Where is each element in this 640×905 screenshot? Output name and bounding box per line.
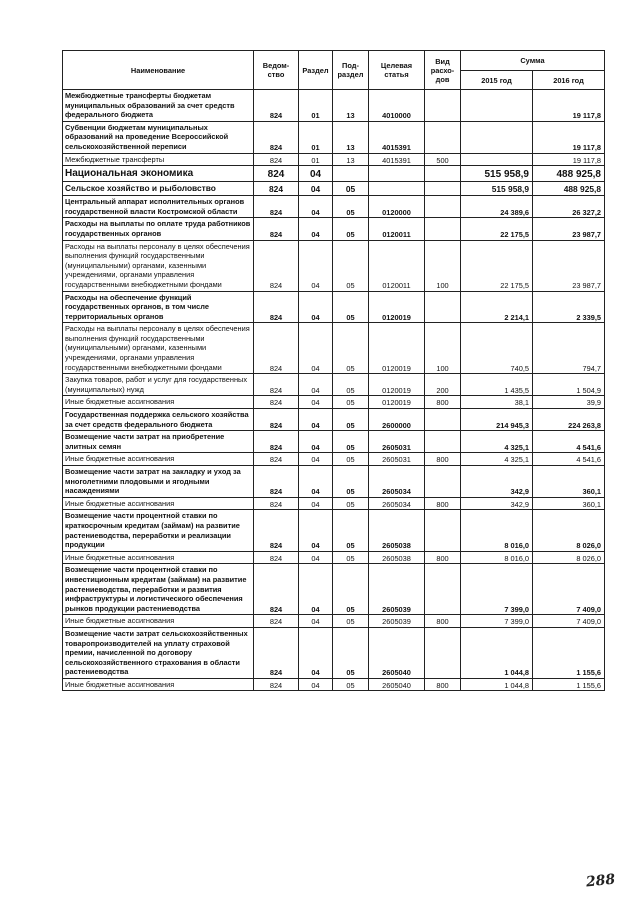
row-target [369, 182, 425, 196]
row-sum-2015: 24 389,6 [461, 196, 533, 218]
row-expense-type [425, 431, 461, 453]
col-header-2015: 2015 год [461, 71, 533, 90]
row-subsection: 05 [333, 564, 369, 615]
table-row [63, 627, 605, 678]
row-sum-2015 [461, 121, 533, 153]
row-sum-2016: 488 925,8 [533, 166, 605, 182]
row-sum-2015: 515 958,9 [461, 182, 533, 196]
row-department: 824 [254, 182, 299, 196]
col-header-section: Раздел [299, 51, 333, 90]
row-target: 2600000 [369, 409, 425, 431]
row-sum-2016: 4 541,6 [533, 431, 605, 453]
row-target [369, 166, 425, 182]
table-row [63, 153, 605, 166]
row-expense-type: 800 [425, 615, 461, 628]
row-sum-2015 [461, 153, 533, 166]
row-section: 04 [299, 196, 333, 218]
row-expense-type [425, 409, 461, 431]
row-section: 04 [299, 453, 333, 466]
row-subsection: 05 [333, 431, 369, 453]
row-sum-2016: 8 026,0 [533, 510, 605, 551]
row-expense-type [425, 218, 461, 240]
row-name: Возмещение части процентной ставки по краткосрочным кредитам (займам) на развитие растениеводства, переработки и реализации продукции [63, 510, 254, 551]
row-target: 4015391 [369, 153, 425, 166]
row-section: 01 [299, 153, 333, 166]
budget-table-body [63, 90, 605, 691]
row-sum-2015: 22 175,5 [461, 240, 533, 291]
row-sum-2015: 8 016,0 [461, 551, 533, 564]
row-sum-2016: 794,7 [533, 323, 605, 374]
col-header-target: Целевая статья [369, 51, 425, 90]
row-name: Межбюджетные трансферты [63, 153, 254, 166]
row-department: 824 [254, 396, 299, 409]
row-subsection: 05 [333, 196, 369, 218]
row-sum-2016: 19 117,8 [533, 90, 605, 122]
table-row [63, 121, 605, 153]
row-sum-2015: 1 435,5 [461, 374, 533, 396]
row-section: 04 [299, 564, 333, 615]
row-name: Субвенции бюджетам муниципальных образований на проведение Всероссийской сельскохозяйственной переписи [63, 121, 254, 153]
row-expense-type [425, 166, 461, 182]
row-target: 0120011 [369, 240, 425, 291]
table-row [63, 564, 605, 615]
row-section: 04 [299, 240, 333, 291]
row-section: 01 [299, 121, 333, 153]
row-name: Центральный аппарат исполнительных органов государственной власти Костромской области [63, 196, 254, 218]
row-subsection: 05 [333, 615, 369, 628]
row-name: Иные бюджетные ассигнования [63, 615, 254, 628]
row-sum-2015 [461, 90, 533, 122]
table-row [63, 90, 605, 122]
row-department: 824 [254, 196, 299, 218]
row-expense-type: 800 [425, 678, 461, 691]
row-department: 824 [254, 466, 299, 498]
row-department: 824 [254, 678, 299, 691]
table-row [63, 497, 605, 510]
row-target: 2605031 [369, 453, 425, 466]
row-section: 04 [299, 323, 333, 374]
row-subsection: 05 [333, 409, 369, 431]
row-sum-2015: 740,5 [461, 323, 533, 374]
row-name: Возмещение части процентной ставки по инвестиционным кредитам (займам) на развитие растениеводства, переработки и развития инфраструктуры и логистического обеспечения рынков продукции растениеводства [63, 564, 254, 615]
row-sum-2016: 23 987,7 [533, 218, 605, 240]
row-target: 2605039 [369, 615, 425, 628]
row-department: 824 [254, 510, 299, 551]
row-expense-type: 500 [425, 153, 461, 166]
table-row [63, 240, 605, 291]
row-section: 01 [299, 90, 333, 122]
table-row [63, 196, 605, 218]
row-subsection: 05 [333, 551, 369, 564]
row-subsection: 05 [333, 218, 369, 240]
row-section: 04 [299, 409, 333, 431]
row-section: 04 [299, 396, 333, 409]
table-row [63, 615, 605, 628]
row-subsection: 05 [333, 396, 369, 409]
row-expense-type [425, 90, 461, 122]
table-row [63, 374, 605, 396]
row-name: Сельское хозяйство и рыболовство [63, 182, 254, 196]
row-sum-2015: 214 945,3 [461, 409, 533, 431]
row-expense-type: 800 [425, 453, 461, 466]
row-name: Иные бюджетные ассигнования [63, 678, 254, 691]
row-section: 04 [299, 466, 333, 498]
row-name: Возмещение части затрат сельскохозяйственных товаропроизводителей на уплату страховой премии, начисленной по договору сельскохозяйственного страхования в области растениеводства [63, 627, 254, 678]
row-subsection: 05 [333, 374, 369, 396]
row-department: 824 [254, 323, 299, 374]
row-target: 0120019 [369, 323, 425, 374]
row-sum-2015: 7 399,0 [461, 615, 533, 628]
row-target: 0120000 [369, 196, 425, 218]
row-department: 824 [254, 218, 299, 240]
row-department: 824 [254, 551, 299, 564]
row-department: 824 [254, 153, 299, 166]
row-department: 824 [254, 431, 299, 453]
row-sum-2015: 342,9 [461, 497, 533, 510]
row-sum-2016: 1 504,9 [533, 374, 605, 396]
row-section: 04 [299, 615, 333, 628]
row-section: 04 [299, 182, 333, 196]
col-header-department: Ведом- ство [254, 51, 299, 90]
row-sum-2015: 38,1 [461, 396, 533, 409]
row-section: 04 [299, 431, 333, 453]
row-department: 824 [254, 453, 299, 466]
row-sum-2016: 1 155,6 [533, 678, 605, 691]
row-department: 824 [254, 240, 299, 291]
row-target: 0120011 [369, 218, 425, 240]
row-target: 2605034 [369, 497, 425, 510]
row-sum-2015: 515 958,9 [461, 166, 533, 182]
table-row [63, 166, 605, 182]
row-section: 04 [299, 218, 333, 240]
row-target: 2605038 [369, 551, 425, 564]
table-row [63, 551, 605, 564]
row-sum-2016: 19 117,8 [533, 121, 605, 153]
table-row [63, 291, 605, 323]
row-subsection: 05 [333, 510, 369, 551]
row-target: 2605040 [369, 678, 425, 691]
row-subsection: 05 [333, 678, 369, 691]
row-target: 0120019 [369, 396, 425, 409]
row-expense-type [425, 564, 461, 615]
row-subsection: 13 [333, 153, 369, 166]
row-expense-type [425, 196, 461, 218]
row-expense-type: 100 [425, 240, 461, 291]
row-expense-type [425, 510, 461, 551]
row-department: 824 [254, 121, 299, 153]
row-department: 824 [254, 627, 299, 678]
col-header-expense-type: Вид расхо- дов [425, 51, 461, 90]
table-row [63, 453, 605, 466]
row-expense-type [425, 182, 461, 196]
col-header-name: Наименование [63, 51, 254, 90]
row-subsection: 05 [333, 323, 369, 374]
row-name: Иные бюджетные ассигнования [63, 551, 254, 564]
row-department: 824 [254, 90, 299, 122]
row-sum-2015: 8 016,0 [461, 510, 533, 551]
row-sum-2016: 19 117,8 [533, 153, 605, 166]
row-department: 824 [254, 166, 299, 182]
row-subsection: 05 [333, 182, 369, 196]
row-section: 04 [299, 510, 333, 551]
row-sum-2016: 23 987,7 [533, 240, 605, 291]
row-expense-type: 800 [425, 497, 461, 510]
table-row [63, 218, 605, 240]
row-subsection: 05 [333, 497, 369, 510]
row-name: Возмещение части затрат на приобретение элитных семян [63, 431, 254, 453]
row-name: Расходы на выплаты персоналу в целях обеспечения выполнения функций государственными (муниципальными) органами, казенными учреждениями, органами управления государственными внебюджетными фондами [63, 323, 254, 374]
row-target: 2605034 [369, 466, 425, 498]
col-header-2016: 2016 год [533, 71, 605, 90]
row-target: 2605040 [369, 627, 425, 678]
table-row [63, 466, 605, 498]
row-name: Национальная экономика [63, 166, 254, 182]
row-subsection: 05 [333, 240, 369, 291]
row-name: Возмещение части затрат на закладку и уход за многолетними плодовыми и ягодными насаждениями [63, 466, 254, 498]
table-row [63, 431, 605, 453]
row-sum-2016: 7 409,0 [533, 615, 605, 628]
row-name: Расходы на обеспечение функций государственных органов, в том числе территориальных органов [63, 291, 254, 323]
row-department: 824 [254, 564, 299, 615]
row-department: 824 [254, 409, 299, 431]
row-expense-type [425, 627, 461, 678]
row-expense-type: 200 [425, 374, 461, 396]
row-subsection: 13 [333, 121, 369, 153]
row-name: Расходы на выплаты по оплате труда работников государственных органов [63, 218, 254, 240]
row-section: 04 [299, 551, 333, 564]
budget-table-container [62, 50, 605, 691]
row-sum-2016: 4 541,6 [533, 453, 605, 466]
row-subsection: 13 [333, 90, 369, 122]
row-name: Иные бюджетные ассигнования [63, 396, 254, 409]
row-expense-type: 100 [425, 323, 461, 374]
row-expense-type [425, 121, 461, 153]
row-section: 04 [299, 374, 333, 396]
row-sum-2016: 39,9 [533, 396, 605, 409]
row-subsection: 05 [333, 466, 369, 498]
row-sum-2015: 4 325,1 [461, 453, 533, 466]
row-subsection: 05 [333, 627, 369, 678]
row-sum-2016: 8 026,0 [533, 551, 605, 564]
row-sum-2015: 1 044,8 [461, 627, 533, 678]
table-row [63, 510, 605, 551]
row-subsection: 05 [333, 453, 369, 466]
row-expense-type: 800 [425, 551, 461, 564]
row-target: 2605039 [369, 564, 425, 615]
row-sum-2016: 1 155,6 [533, 627, 605, 678]
row-sum-2016: 26 327,2 [533, 196, 605, 218]
row-target: 4015391 [369, 121, 425, 153]
row-sum-2015: 4 325,1 [461, 431, 533, 453]
row-name: Расходы на выплаты персоналу в целях обеспечения выполнения функций государственными (муниципальными) органами, казенными учреждениями, органами управления государственными внебюджетными фондами [63, 240, 254, 291]
row-sum-2015: 7 399,0 [461, 564, 533, 615]
row-target: 0120019 [369, 291, 425, 323]
row-section: 04 [299, 627, 333, 678]
row-sum-2016: 7 409,0 [533, 564, 605, 615]
row-name: Межбюджетные трансферты бюджетам муниципальных образований за счет средств федерального бюджета [63, 90, 254, 122]
row-sum-2016: 488 925,8 [533, 182, 605, 196]
row-section: 04 [299, 291, 333, 323]
row-target: 2605031 [369, 431, 425, 453]
row-name: Государственная поддержка сельского хозяйства за счет средств федерального бюджета [63, 409, 254, 431]
row-section: 04 [299, 678, 333, 691]
row-sum-2015: 342,9 [461, 466, 533, 498]
row-sum-2016: 360,1 [533, 466, 605, 498]
row-subsection: 05 [333, 291, 369, 323]
col-header-sum: Сумма [461, 51, 605, 71]
row-section: 04 [299, 497, 333, 510]
row-target: 0120019 [369, 374, 425, 396]
row-section: 04 [299, 166, 333, 182]
row-name: Иные бюджетные ассигнования [63, 497, 254, 510]
row-department: 824 [254, 374, 299, 396]
row-sum-2016: 360,1 [533, 497, 605, 510]
table-row [63, 323, 605, 374]
row-target: 4010000 [369, 90, 425, 122]
row-name: Иные бюджетные ассигнования [63, 453, 254, 466]
row-sum-2016: 224 263,8 [533, 409, 605, 431]
table-row [63, 409, 605, 431]
row-expense-type: 800 [425, 396, 461, 409]
row-target: 2605038 [369, 510, 425, 551]
row-expense-type [425, 291, 461, 323]
table-row [63, 678, 605, 691]
col-header-subsection: Под- раздел [333, 51, 369, 90]
table-row [63, 396, 605, 409]
row-sum-2015: 1 044,8 [461, 678, 533, 691]
row-department: 824 [254, 497, 299, 510]
row-expense-type [425, 466, 461, 498]
budget-table [62, 50, 605, 691]
table-row [63, 182, 605, 196]
row-sum-2016: 2 339,5 [533, 291, 605, 323]
row-subsection [333, 166, 369, 182]
row-sum-2015: 2 214,1 [461, 291, 533, 323]
row-department: 824 [254, 291, 299, 323]
row-name: Закупка товаров, работ и услуг для государственных (муниципальных) нужд [63, 374, 254, 396]
page-number: 288 [585, 871, 616, 891]
row-department: 824 [254, 615, 299, 628]
row-sum-2015: 22 175,5 [461, 218, 533, 240]
